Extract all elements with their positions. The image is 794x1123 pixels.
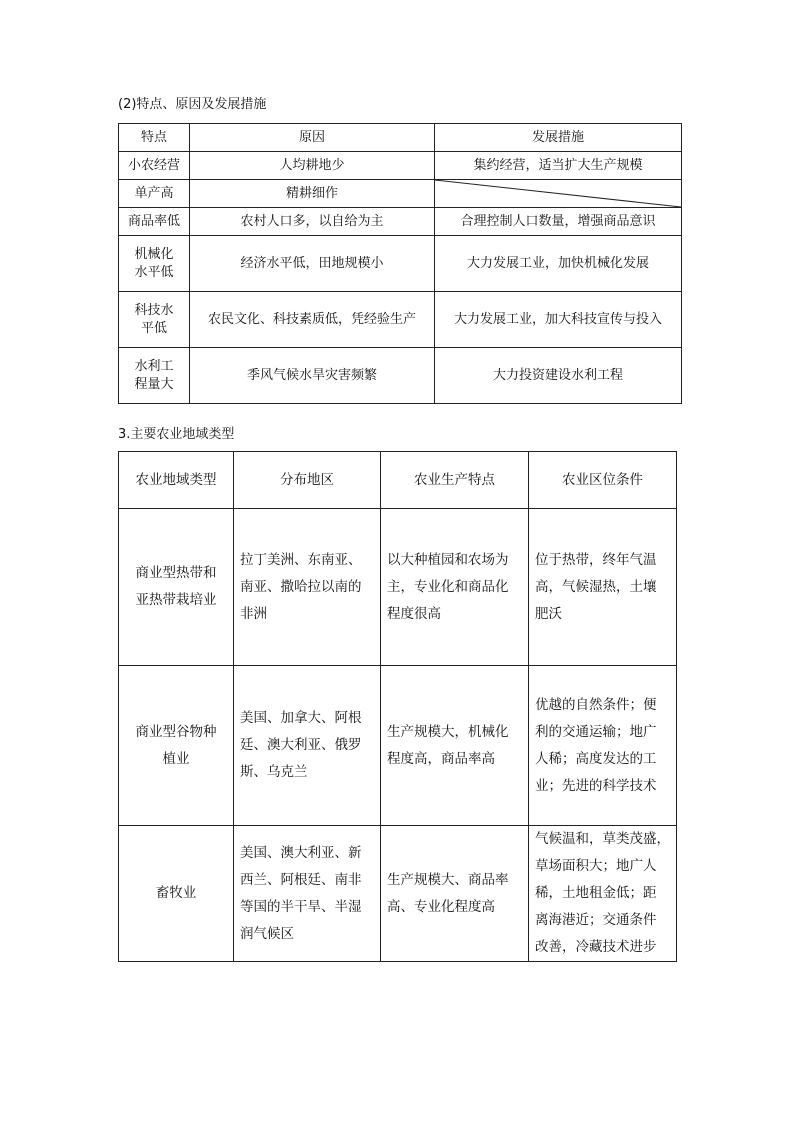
cause-cell: 农村人口多，以自给为主	[190, 208, 435, 236]
header-location-conditions: 农业区位条件	[529, 452, 677, 509]
table-header-row	[119, 452, 677, 509]
table-row	[119, 826, 677, 962]
header-feature: 特点	[119, 124, 190, 152]
feature-cell: 水利工 程量大	[119, 348, 190, 404]
region-type-cell: 畜牧业	[119, 826, 234, 962]
measure-cell: 大力发展工业，加大科技宣传与投入	[435, 292, 682, 348]
characteristics-table	[118, 123, 682, 404]
location-conditions-cell: 气候温和，草类茂盛， 草场面积大；地广人 稀，土地租金低；距 离海港近；交通条件 改善，冷藏技术进步	[529, 826, 677, 962]
measure-cell: 集约经营，适当扩大生产规模	[435, 152, 682, 180]
distribution-cell: 拉丁美洲、东南亚、 南亚、撒哈拉以南的 非洲	[234, 509, 381, 666]
region-type-cell: 商业型热带和 亚热带栽培业	[119, 509, 234, 666]
production-features-cell: 生产规模大，机械化 程度高，商品率高	[381, 666, 529, 826]
measure-cell: 大力投资建设水利工程	[435, 348, 682, 404]
feature-cell: 机械化 水平低	[119, 236, 190, 292]
cause-cell: 人均耕地少	[190, 152, 435, 180]
table-row	[119, 152, 682, 180]
cause-cell: 农民文化、科技素质低，凭经验生产	[190, 292, 435, 348]
table-row	[119, 180, 682, 208]
empty-diagonal-cell	[435, 180, 682, 208]
cause-cell: 经济水平低，田地规模小	[190, 236, 435, 292]
table-row	[119, 292, 682, 348]
distribution-cell: 美国、澳大利亚、新 西兰、阿根廷、南非 等国的半干旱、半湿 润气候区	[234, 826, 381, 962]
feature-cell: 科技水 平低	[119, 292, 190, 348]
header-measure: 发展措施	[435, 124, 682, 152]
cause-cell: 季风气候水旱灾害频繁	[190, 348, 435, 404]
header-production-features: 农业生产特点	[381, 452, 529, 509]
section-3-title: 3.主要农业地域类型	[118, 427, 235, 442]
measure-cell: 合理控制人口数量，增强商品意识	[435, 208, 682, 236]
table-row	[119, 666, 677, 826]
feature-cell: 小农经营	[119, 152, 190, 180]
table-row	[119, 348, 682, 404]
distribution-cell: 美国、加拿大、阿根 廷、澳大利亚、俄罗 斯、乌克兰	[234, 666, 381, 826]
header-cause: 原因	[190, 124, 435, 152]
location-conditions-cell: 位于热带，终年气温 高，气候湿热，土壤 肥沃	[529, 509, 677, 666]
region-type-cell: 商业型谷物种 植业	[119, 666, 234, 826]
table-header-row	[119, 124, 682, 152]
production-features-cell: 以大种植园和农场为 主，专业化和商品化 程度很高	[381, 509, 529, 666]
measure-cell: 大力发展工业，加快机械化发展	[435, 236, 682, 292]
location-conditions-cell: 优越的自然条件；便 利的交通运输；地广 人稀；高度发达的工 业；先进的科学技术	[529, 666, 677, 826]
feature-cell: 商品率低	[119, 208, 190, 236]
feature-cell: 单产高	[119, 180, 190, 208]
production-features-cell: 生产规模大、商品率 高、专业化程度高	[381, 826, 529, 962]
header-region-type: 农业地域类型	[119, 452, 234, 509]
diagonal-line	[435, 180, 681, 207]
section-2-title: (2)特点、原因及发展措施	[118, 97, 267, 112]
table-row	[119, 208, 682, 236]
agricultural-region-types-table	[118, 451, 677, 962]
table-row	[119, 509, 677, 666]
table-row	[119, 236, 682, 292]
cause-cell: 精耕细作	[190, 180, 435, 208]
header-distribution: 分布地区	[234, 452, 381, 509]
